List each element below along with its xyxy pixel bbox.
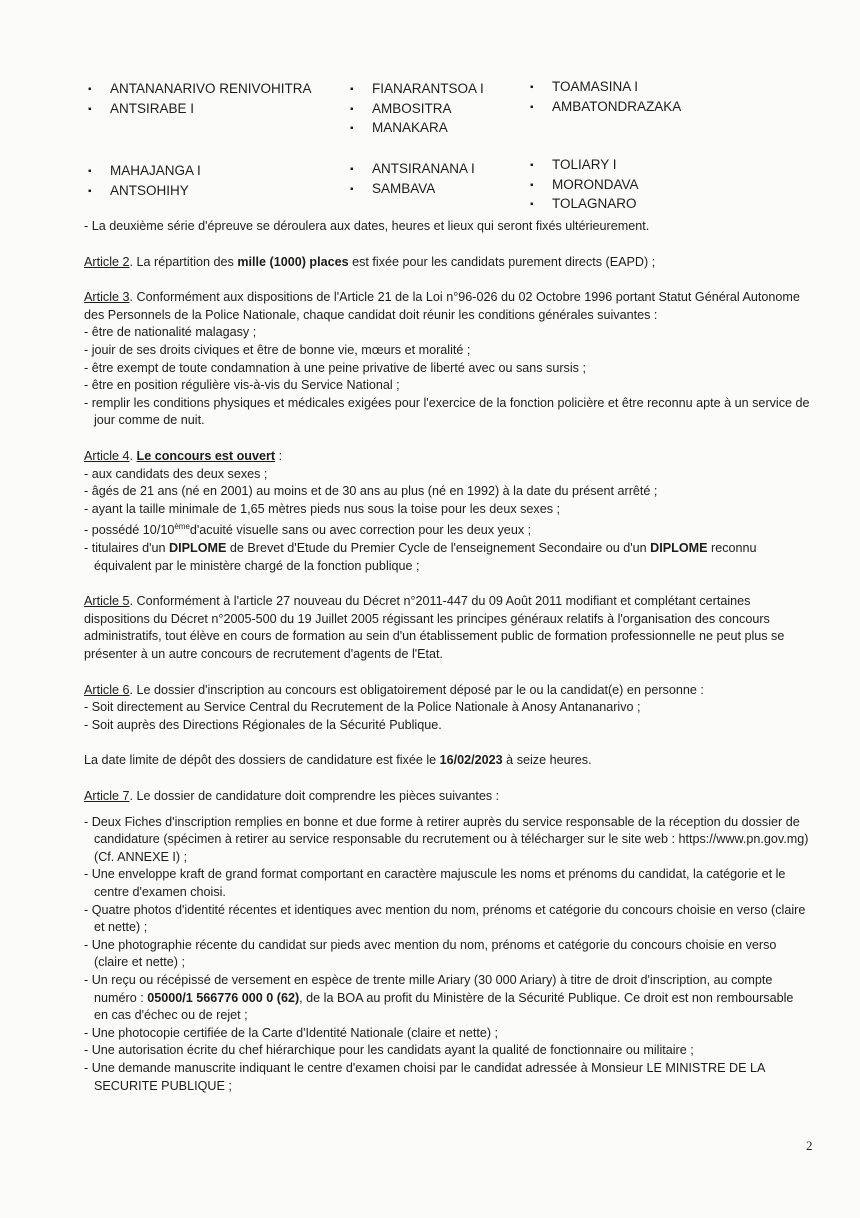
list-item: - Une photocopie certifiée de la Carte d'Identité Nationale (claire et nette) ; [84,1025,499,1040]
article-label: Article 6 [84,682,130,697]
list-item-text: d'acuité visuelle sans ou avec correction pour les deux yeux ; [189,523,532,538]
article-label: Article 7 [84,789,130,804]
article-4: Article 4. Le concours est ouvert : [84,448,283,463]
list-item: - âgés de 21 ans (né en 2001) au moins et de 30 ans au plus (né en 1992) à la date du présent arrêté ; [84,484,658,499]
list-item: - Une demande manuscrite indiquant le centre d'examen choisi par le candidat adressée à Monsieur LE MINISTRE DE LA SECURITE PUBLIQUE ; [84,1060,765,1093]
list-item: ▪ SAMBAVA [350,180,475,200]
list-item: ▪ TOAMASINA I [530,78,681,98]
article-text: . Le dossier de candidature doit comprendre les pièces suivantes : [129,789,500,804]
list-item: - être exempt de toute condamnation à une peine privative de liberté avec ou sans sursis ; [84,360,586,375]
list-item-text: - Un reçu ou récépissé de versement en espèce de trente mille Ariary (30 000 Ariary) à titre de droit d'inscription, au compte numéro : [84,972,773,1005]
deadline-date: 16/02/2023 [439,753,503,768]
list-item-emphasis: DIPLOME [169,541,227,556]
list-item-text: , de la BOA au profit du Ministère de la Sécurité Publique. Ce droit est non remboursable en cas d'échec ou de rejet ; [94,990,794,1023]
list-item: ▪ FIANARANTSOA I [350,80,484,100]
list-item [84,518,810,540]
article-text: . Le dossier d'inscription au concours est obligatoirement déposé par le ou la candidat(e) en personne : [129,682,704,697]
list-item: ▪ MANAKARA [350,119,484,139]
article-heading: Le concours est ouvert [136,448,276,463]
article-label: Article 5 [84,594,130,609]
list-item [84,972,810,1025]
centers-column-2b [350,160,475,199]
centers-column-3a [530,78,681,117]
list-item: ▪ AMBATONDRAZAKA [530,98,681,118]
list-item: - Une enveloppe kraft de grand format comportant en caractère majuscule les noms et prénoms du candidat, la catégorie et le centre d'examen choisi. [84,867,786,899]
list-item: - jouir de ses droits civiques et être de bonne vie, mœurs et moralité ; [84,342,471,357]
article-5 [84,593,810,663]
list-item: ▪ TOLAGNARO [530,195,639,215]
page-number: 2 [806,1138,813,1153]
article-7 [84,788,810,806]
list-item: - Quatre photos d'identité récentes et identiques avec mention du nom, prénoms et catégorie du concours choisie en verso (claire et nette) ; [84,902,806,935]
list-item: - remplir les conditions physiques et médicales exigées pour l'exercice de la fonction policière et être reconnu apte à un service de jour comme de nuit. [84,395,810,428]
list-item: ▪ ANTSOHIHY [88,182,201,202]
centers-column-1b [88,162,201,201]
article-label: Article 4 [84,448,130,463]
list-item [84,540,810,575]
account-number: 05000/1 566776 000 0 (62) [147,990,300,1005]
article-label: Article 2 [84,254,130,269]
list-item: ▪ ANTSIRABE I [88,100,312,120]
article-text: : [275,448,283,463]
list-item: - aux candidats des deux sexes ; [84,466,268,481]
article-text: est fixée pour les candidats purement directs (EAPD) ; [348,254,656,269]
list-item: ▪ TOLIARY I [530,156,639,176]
list-item: - Une autorisation écrite du chef hiérarchique pour les candidats ayant la qualité de fonctionnaire ou militaire ; [84,1043,694,1058]
list-item: - être en position régulière vis-à-vis du Service National ; [84,378,400,393]
list-item-emphasis: DIPLOME [650,541,708,556]
article-text: . La répartition des [129,254,238,269]
list-item: - Deux Fiches d'inscription remplies en bonne et due forme à retirer auprès du service responsable de la réception du dossier de candidature (spécimen à retirer au service responsable du recrutement ou à télécharger sur le site web : https://www.pn.gov.mg) (Cf. ANNEXE I) ; [84,814,809,864]
list-item: ▪ ANTANANARIVO RENIVOHITRA [88,80,312,100]
article-6 [84,682,810,700]
article-text: . Conformément aux dispositions de l'Article 21 de la Loi n°96-026 du 02 Octobre 1996 portant Statut Général Autonome des Personnels de la Police Nationale, chaque candidat doit réunir les conditions générales suivantes : [84,290,800,322]
article-3 [84,289,810,324]
list-item: - ayant la taille minimale de 1,65 mètres pieds nus sous la toise pour les deux sexes ; [84,501,561,516]
list-item: - Soit directement au Service Central du Recrutement de la Police Nationale à Anosy Antananarivo ; [84,700,641,715]
list-item-text: - titulaires d'un [84,541,170,556]
article-2 [84,254,810,272]
centers-column-2a [350,80,484,139]
list-item-text: de Brevet d'Etude du Premier Cycle de l'enseignement Secondaire ou d'un [226,541,651,556]
deadline-paragraph [84,752,810,770]
list-item: - être de nationalité malagasy ; [84,325,257,340]
list-item: ▪ MAHAJANGA I [88,162,201,182]
document-body [84,218,810,1095]
list-item: - Une photographie récente du candidat sur pieds avec mention du nom, prénoms et catégorie du concours choisie en verso (claire et nette) ; [84,937,777,970]
list-item-text: reconnu équivalent par le ministère chargé de la fonction publique ; [94,541,757,573]
intro-paragraph: - La deuxième série d'épreuve se déroulera aux dates, heures et lieux qui seront fixés ultérieurement. [84,219,650,233]
article-label: Article 3 [84,290,130,305]
list-item: ▪ AMBOSITRA [350,100,484,120]
deadline-text: La date limite de dépôt des dossiers de candidature est fixée le [84,753,440,768]
list-item: ▪ ANTSIRANANA I [350,160,475,180]
article-text: . Conformément à l'article 27 nouveau du Décret n°2011-447 du 09 Août 2011 modifiant et complétant certaines dispositions du Décret n°2005-500 du 19 Juillet 2005 régissant les principes généraux relatifs à l'organisation des concours administratifs, tout élève en cours de formation au sein d'un établissement public de formation professionnelle ne peut plus se présenter à un autre concours de recrutement d'agents de l'Etat. [84,594,785,662]
superscript: ème [174,522,190,532]
deadline-text: à seize heures. [502,753,592,768]
list-item-text: - possédé 10/10 [84,523,175,538]
article-emphasis: mille (1000) places [237,254,349,269]
centers-column-1a [88,80,312,119]
list-item: ▪ MORONDAVA [530,176,639,196]
list-item: - Soit auprès des Directions Régionales de la Sécurité Publique. [84,717,442,732]
centers-column-3b [530,156,639,215]
